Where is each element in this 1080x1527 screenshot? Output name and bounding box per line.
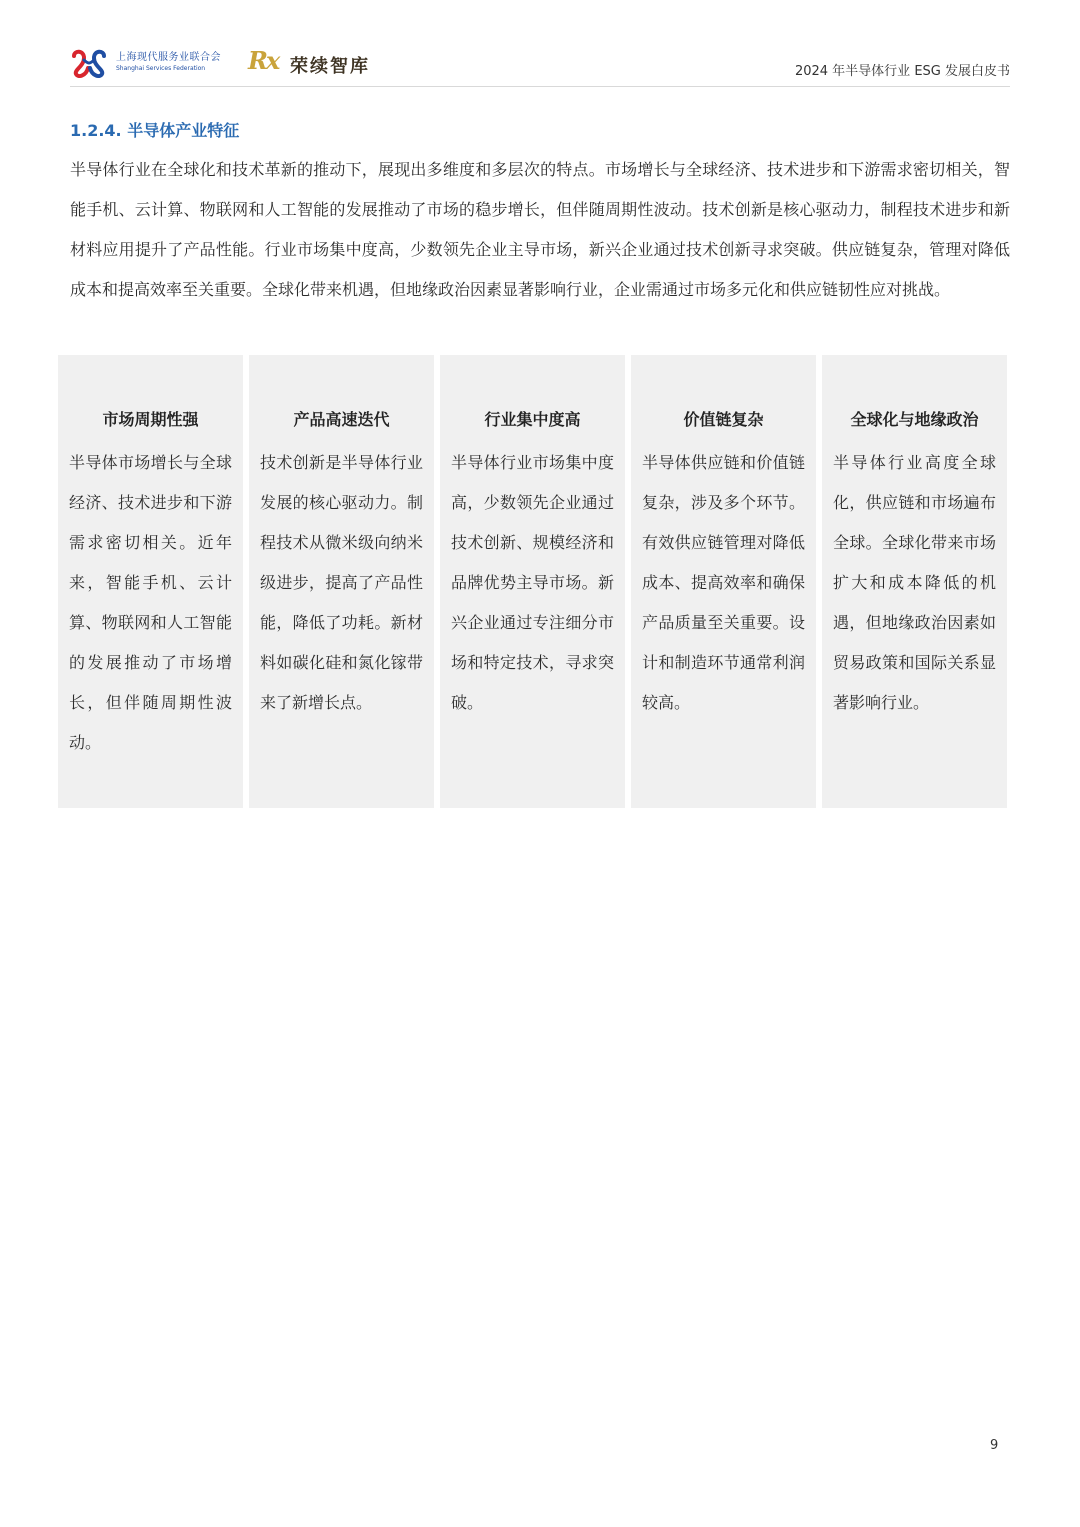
feature-cards xyxy=(58,355,1008,808)
think-tank-name: 荣续智库 xyxy=(290,56,370,77)
intro-paragraph: 半导体行业在全球化和技术革新的推动下，展现出多维度和多层次的特点。市场增长与全球经济、技术进步和下游需求密切相关，智能手机、云计算、物联网和人工智能的发展推动了市场的稳步增长，但伴随周期性波动。技术创新是核心驱动力，制程技术进步和新材料应用提升了产品性能。行业市场集中度高，少数领先企业主导市场，新兴企业通过技术创新寻求突破。供应链复杂，管理对降低成本和提高效率至关重要。全球化带来机遇，但地缘政治因素显著影响行业，企业需通过市场多元化和供应链韧性应对挑战。 xyxy=(70,160,1010,299)
feature-card-market-cycle xyxy=(58,355,243,808)
feature-card-product-iteration xyxy=(249,355,434,808)
section-heading: 1.2.4. 半导体产业特征 xyxy=(70,121,240,140)
document-title: 2024 年半导体行业 ESG 发展白皮书 xyxy=(794,64,1010,79)
page-header xyxy=(70,44,1010,87)
federation-name xyxy=(116,52,221,73)
rx-logo-text: Rx xyxy=(248,46,279,75)
card-title: 价值链复杂 xyxy=(683,410,764,429)
card-body: 半导体行业市场集中度高，少数领先企业通过技术创新、规模经济和品牌优势主导市场。新兴企业通过专注细分市场和特定技术，寻求突破。 xyxy=(451,453,614,712)
card-body: 半导体行业高度全球化，供应链和市场遍布全球。全球化带来市场扩大和成本降低的机遇，但地缘政治因素如贸易政策和国际关系显著影响行业。 xyxy=(833,453,996,712)
card-title: 全球化与地缘政治 xyxy=(850,410,979,429)
page-number: 9 xyxy=(990,1438,999,1453)
federation-name-cn: 上海现代服务业联合会 xyxy=(116,52,221,63)
card-body: 技术创新是半导体行业发展的核心驱动力。制程技术从微米级向纳米级进步，提高了产品性能，降低了功耗。新材料如碳化硅和氮化镓带来了新增长点。 xyxy=(260,453,423,712)
card-body: 半导体供应链和价值链复杂，涉及多个环节。有效供应链管理对降低成本、提高效率和确保产品质量至关重要。设计和制造环节通常利润较高。 xyxy=(642,453,805,712)
federation-name-en: Shanghai Services Federation xyxy=(116,65,206,72)
federation-logo-icon xyxy=(70,48,108,78)
feature-card-concentration xyxy=(440,355,625,808)
card-title: 产品高速迭代 xyxy=(293,410,390,429)
card-body: 半导体市场增长与全球经济、技术进步和下游需求密切相关。近年来，智能手机、云计算、物联网和人工智能的发展推动了市场增长，但伴随周期性波动。 xyxy=(69,453,232,752)
rx-logo-icon xyxy=(248,46,278,75)
feature-card-value-chain xyxy=(631,355,816,808)
card-title: 市场周期性强 xyxy=(102,410,199,429)
feature-card-globalization xyxy=(822,355,1007,808)
card-title: 行业集中度高 xyxy=(484,410,581,429)
